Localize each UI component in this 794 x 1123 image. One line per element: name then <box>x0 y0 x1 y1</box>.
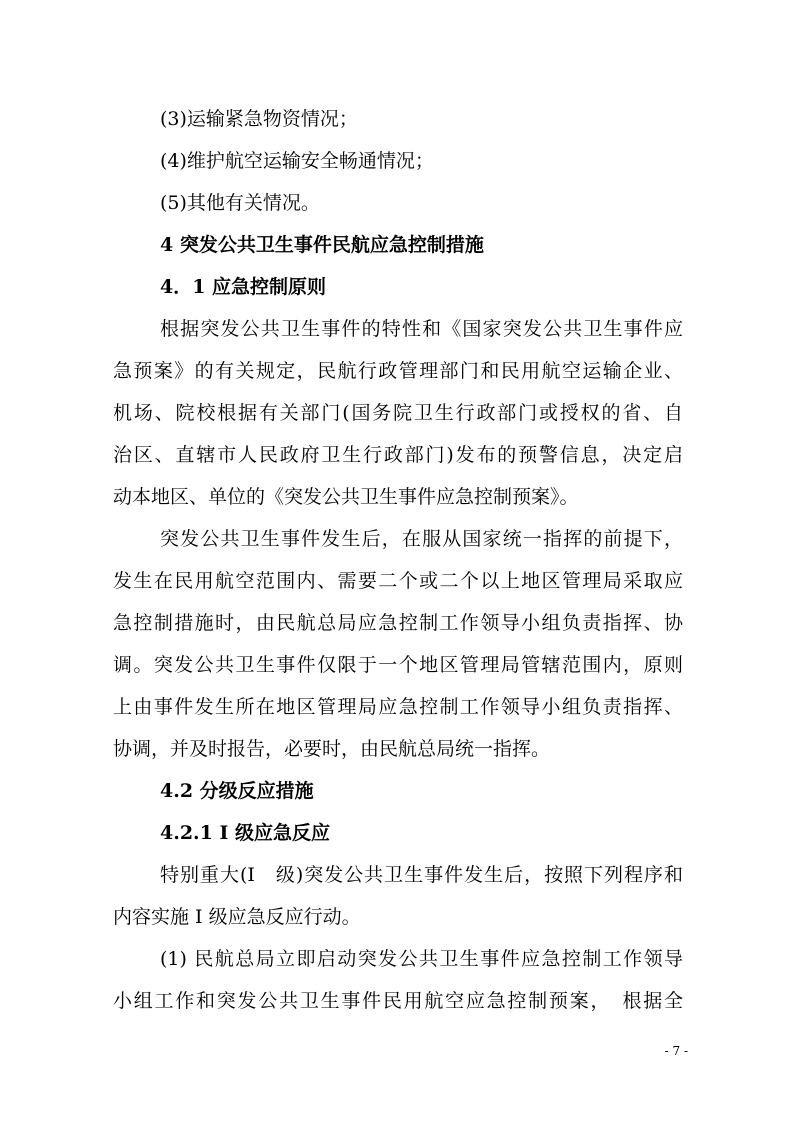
paragraph-line: 协调，并及时报告，必要时，由民航总局统一指挥。 <box>113 738 551 760</box>
paragraph-line: 调。突发公共卫生事件仅限于一个地区管理局管辖范围内，原则 <box>113 654 683 676</box>
paragraph-line: 急控制措施时，由民航总局应急控制工作领导小组负责指挥、协 <box>113 612 683 634</box>
paragraph-line: 根据突发公共卫生事件的特性和《国家突发公共卫生事件应 <box>160 318 683 340</box>
subsection-heading-grading: 4.2 分级反应措施 <box>160 780 314 802</box>
paragraph-line: 急预案》的有关规定，民航行政管理部门和民用航空运输企业、 <box>113 360 683 382</box>
list-item-aviation-safety: (4)维护航空运输安全畅通情况； <box>160 150 434 172</box>
paragraph-line: 小组工作和突发公共卫生事件民用航空应急控制预案， 根据全 <box>113 990 683 1012</box>
section-heading: 4 突发公共卫生事件民航应急控制措施 <box>160 234 484 256</box>
paragraph-line: 突发公共卫生事件发生后，在服从国家统一指挥的前提下， <box>160 528 683 550</box>
paragraph-line: 机场、院校根据有关部门(国务院卫生行政部门或授权的省、自 <box>113 402 683 424</box>
subsubsection-heading-level-one: 4.2.1 I 级应急反应 <box>160 822 331 844</box>
paragraph-line: 治区、直辖市人民政府卫生行政部门)发布的预警信息，决定启 <box>113 444 683 466</box>
list-item-transport-supplies: (3)运输紧急物资情况； <box>160 108 358 130</box>
page-number: - 7 - <box>664 1044 688 1058</box>
paragraph-line: 内容实施 I 级应急反应行动。 <box>113 906 361 928</box>
paragraph-line: 动本地区、单位的《突发公共卫生事件应急控制预案》。 <box>113 486 579 508</box>
paragraph-line: (1) 民航总局立即启动突发公共卫生事件应急控制工作领导 <box>160 948 683 970</box>
subsection-heading-principles: 4．1 应急控制原则 <box>160 276 327 298</box>
list-item-other: (5)其他有关情况。 <box>160 192 320 214</box>
paragraph-line: 上由事件发生所在地区管理局应急控制工作领导小组负责指挥、 <box>113 696 683 718</box>
paragraph-line: 特别重大(I 级)突发公共卫生事件发生后，按照下列程序和 <box>160 864 683 886</box>
paragraph-line: 发生在民用航空范围内、需要二个或二个以上地区管理局采取应 <box>113 570 683 592</box>
